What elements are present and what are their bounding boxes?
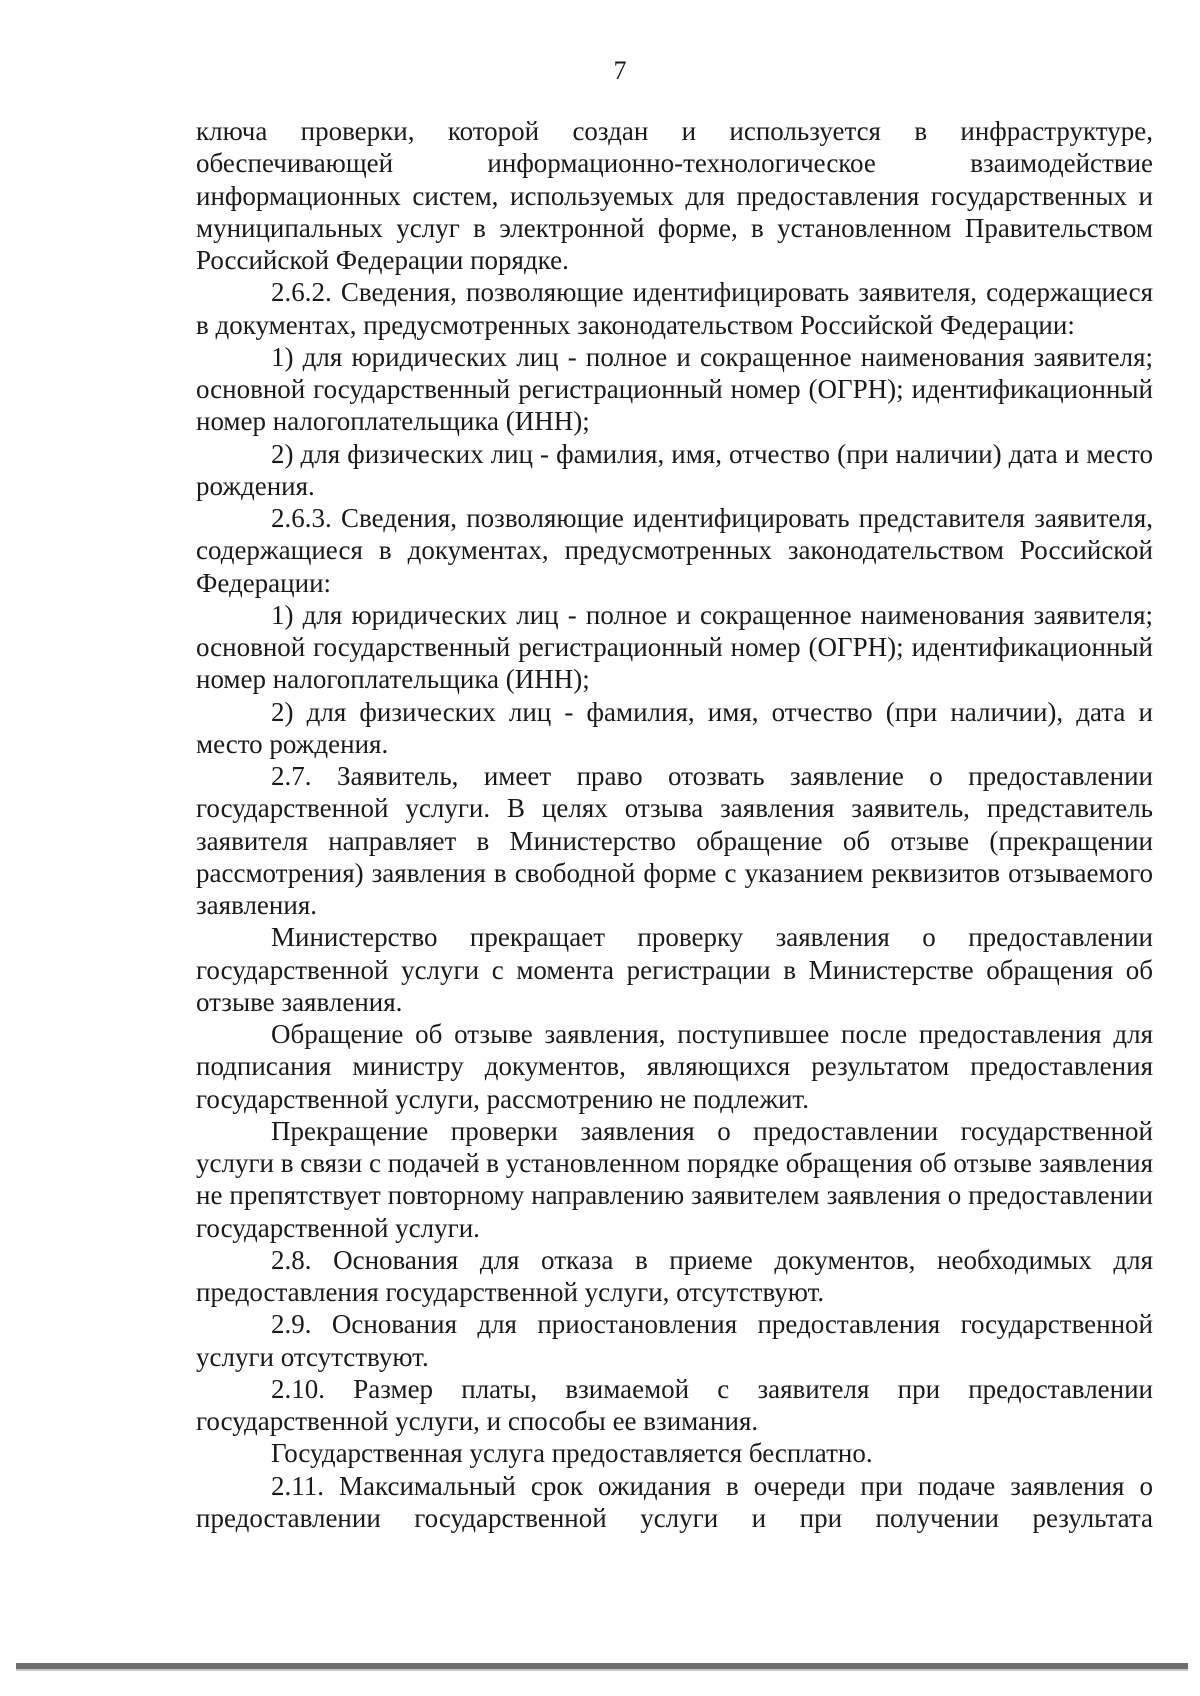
paragraph-2-6-3-item-1: 1) для юридических лиц - полное и сокращенное наименования заявителя; основной государственный регистрационный номер (ОГРН); идентификационный номер налогоплательщика (ИНН);: [196, 599, 1153, 695]
paragraph-2-11: 2.11. Максимальный срок ожидания в очереди при подаче заявления о предоставлении государственной услуги и при получении результата: [196, 1470, 1153, 1533]
paragraph-2-6-2-item-2: 2) для физических лиц - фамилия, имя, отчество (при наличии) дата и место рождения.: [196, 438, 1153, 501]
paragraph-2-9: 2.9. Основания для приостановления предоставления государственной услуги отсутствуют.: [196, 1309, 1153, 1372]
paragraph-2-6-3: 2.6.3. Сведения, позволяющие идентифицировать представителя заявителя, содержащиеся в документах, предусмотренных законодательством Российской Федерации:: [196, 503, 1153, 598]
document-body: [196, 115, 1153, 1534]
paragraph-2-10: 2.10. Размер платы, взимаемой с заявителя при предоставлении государственной услуги, и способы ее взимания.: [196, 1373, 1153, 1436]
paragraph-2-8: 2.8. Основания для отказа в приеме документов, необходимых для предоставления государственной услуги, отсутствуют.: [196, 1244, 1153, 1307]
paragraph-2-7-late-withdrawal: Обращение об отзыве заявления, поступившее после предоставления для подписания министру документов, являющихся результатом предоставления государственной услуги, рассмотрению не подлежит.: [196, 1019, 1153, 1114]
paragraph-key-verification: ключа проверки, которой создан и используется в инфраструктуре, обеспечивающей информационно-технологическое взаимодействие информационных систем, используемых для предоставления государственных и муниципальных услуг в электронной форме, в установленном Правительством Российской Федерации порядке.: [196, 116, 1153, 275]
paragraph-2-6-3-item-2: 2) для физических лиц - фамилия, имя, отчество (при наличии), дата и место рождения.: [196, 696, 1153, 759]
paragraph-2-6-2-item-1: 1) для юридических лиц - полное и сокращенное наименования заявителя; основной государственный регистрационный номер (ОГРН); идентификационный номер налогоплательщика (ИНН);: [196, 341, 1153, 437]
page-number: 7: [613, 56, 627, 85]
paragraph-2-7-resubmission: Прекращение проверки заявления о предоставлении государственной услуги в связи с подачей в установленном порядке обращения об отзыве заявления не препятствует повторному направлению заявителем заявления о предоставлении государственной услуги.: [196, 1115, 1153, 1243]
paragraph-2-6-2: 2.6.2. Сведения, позволяющие идентифицировать заявителя, содержащиеся в документах, предусмотренных законодательством Российской Федерации:: [196, 277, 1153, 340]
paragraph-2-7: 2.7. Заявитель, имеет право отозвать заявление о предоставлении государственной услуги. В целях отзыва заявления заявитель, представитель заявителя направляет в Министерство обращение об отзыве (прекращении рассмотрения) заявления в свободной форме с указанием реквизитов отзываемого заявления.: [196, 761, 1153, 920]
paragraph-2-7-ministry-stops: Министерство прекращает проверку заявления о предоставлении государственной услуги с момента регистрации в Министерстве обращения об отзыве заявления.: [196, 922, 1153, 1017]
paragraph-2-10-free: Государственная услуга предоставляется бесплатно.: [271, 1438, 873, 1469]
scan-bottom-edge: [16, 1663, 1188, 1669]
